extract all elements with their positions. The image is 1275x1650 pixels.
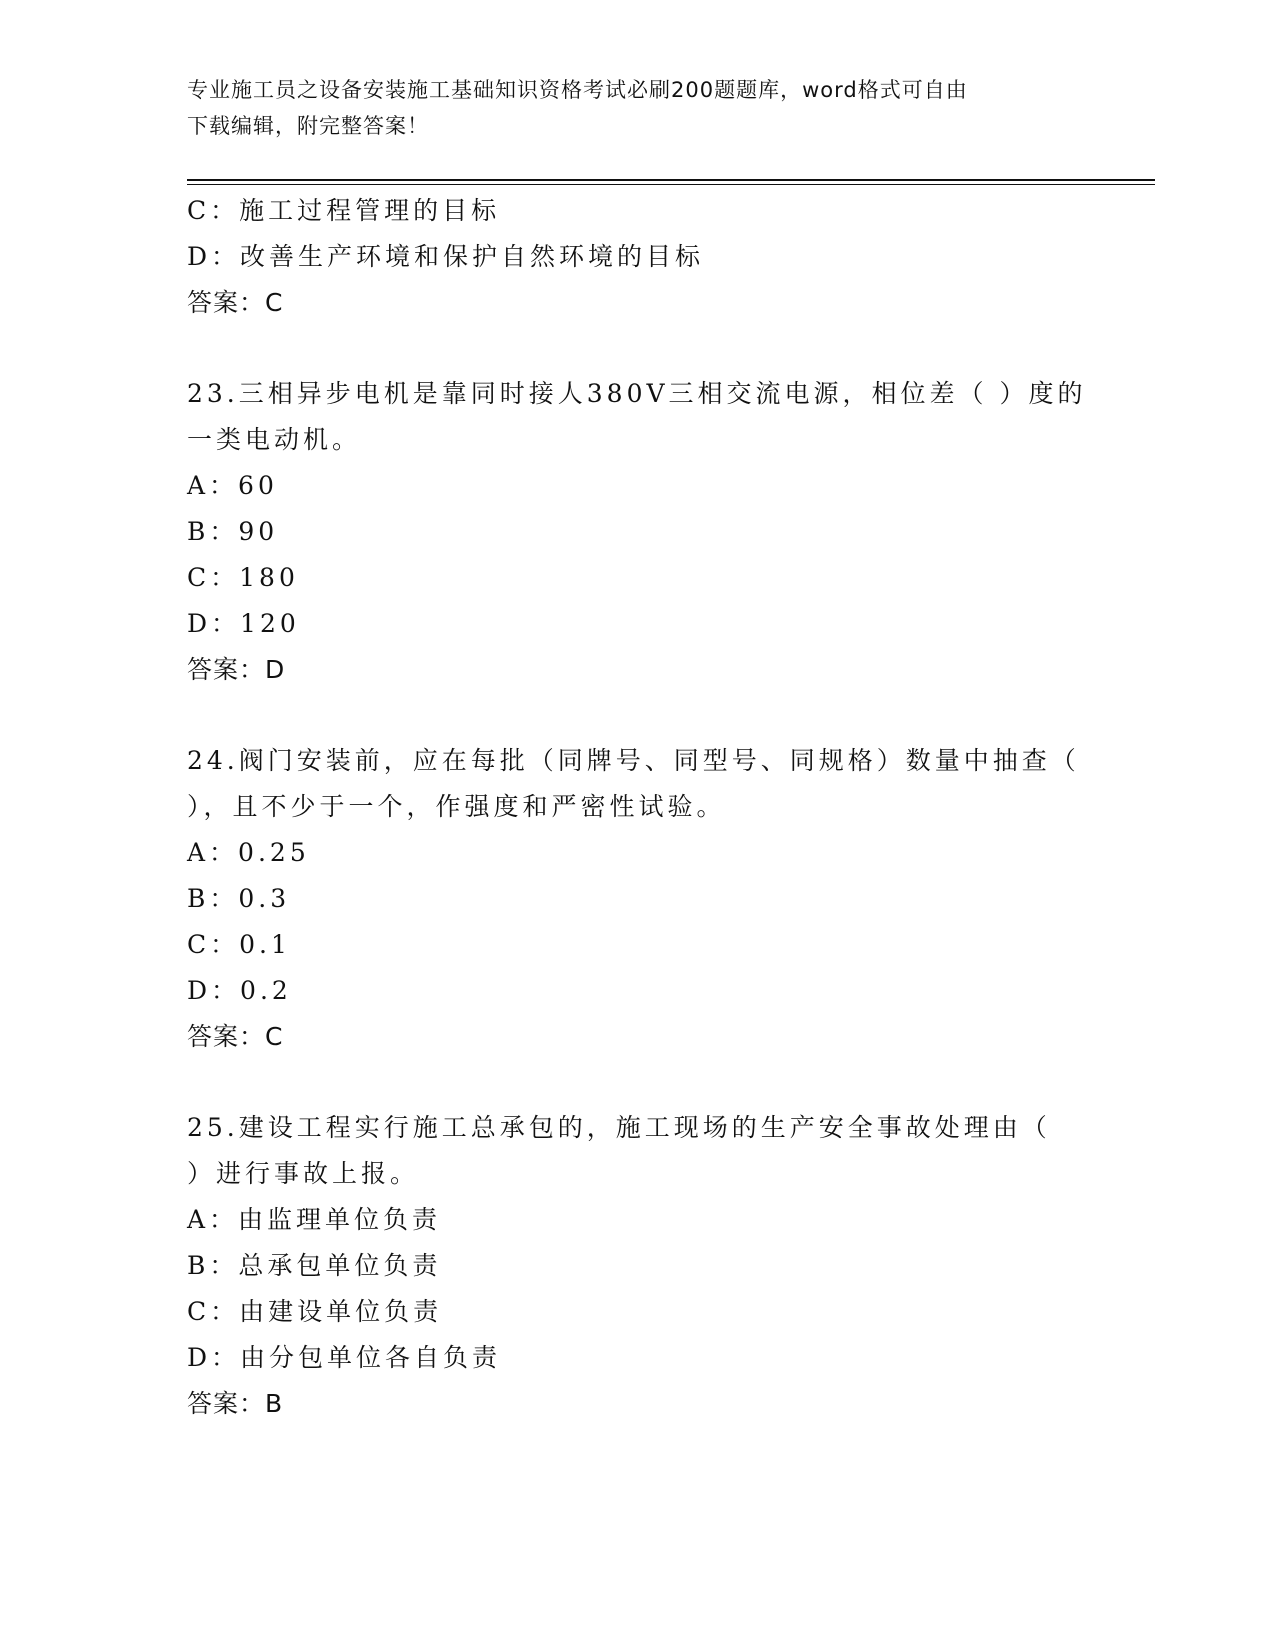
spacer [187, 326, 1107, 371]
header-line-1: 专业施工员之设备安装施工基础知识资格考试必刷200题题库，word格式可自由 [187, 78, 968, 102]
answer-label: 答案： [187, 1389, 266, 1418]
answer-label: 答案： [187, 655, 266, 684]
answer-label: 答案： [187, 1022, 266, 1051]
option-c: C：180 [187, 563, 299, 592]
option-a: A：60 [187, 471, 278, 500]
question-24 [187, 738, 1107, 1060]
option-a: A：0.25 [187, 838, 310, 867]
answer-line [187, 1381, 1107, 1427]
question-23 [187, 371, 1107, 693]
header-divider-thin [187, 184, 1155, 185]
option-d: D：由分包单位各自负责 [187, 1343, 502, 1372]
question-stem-line-1: 25.建设工程实行施工总承包的，施工现场的生产安全事故处理由（ [187, 1113, 1051, 1142]
option-d: D：0.2 [187, 976, 292, 1005]
answer-value: C [265, 288, 284, 317]
spacer [187, 693, 1107, 738]
option-d: D：120 [187, 609, 300, 638]
question-stem-line-2: ）进行事故上报。 [187, 1159, 420, 1188]
answer-value: B [265, 1389, 284, 1418]
question-stem-line-1: 24.阀门安装前，应在每批（同牌号、同型号、同规格）数量中抽查（ [187, 746, 1080, 775]
option-d: D：改善生产环境和保护自然环境的目标 [187, 242, 705, 271]
question-25 [187, 1105, 1107, 1427]
header-line-2: 下载编辑，附完整答案！ [187, 114, 429, 138]
option-b: B：90 [187, 517, 279, 546]
document-header [187, 72, 1087, 144]
option-c: C：0.1 [187, 930, 291, 959]
question-22-tail [187, 188, 1107, 326]
question-stem-line-2: ），且不少于一个，作强度和严密性试验。 [187, 792, 726, 821]
answer-label: 答案： [187, 288, 266, 317]
answer-value: D [265, 655, 286, 684]
answer-line [187, 1014, 1107, 1060]
option-b: B：0.3 [187, 884, 291, 913]
option-c: C：施工过程管理的目标 [187, 196, 501, 225]
option-c: C：由建设单位负责 [187, 1297, 443, 1326]
option-a: A：由监理单位负责 [187, 1205, 442, 1234]
header-divider-thick [187, 179, 1155, 181]
document-body [187, 188, 1107, 1427]
answer-line [187, 647, 1107, 693]
question-stem-line-1: 23.三相异步电机是靠同时接人380V三相交流电源，相位差（ ）度的 [187, 379, 1087, 408]
question-stem-line-2: 一类电动机。 [187, 425, 362, 454]
spacer [187, 1060, 1107, 1105]
answer-value: C [265, 1022, 284, 1051]
option-b: B：总承包单位负责 [187, 1251, 442, 1280]
answer-line [187, 280, 1107, 326]
